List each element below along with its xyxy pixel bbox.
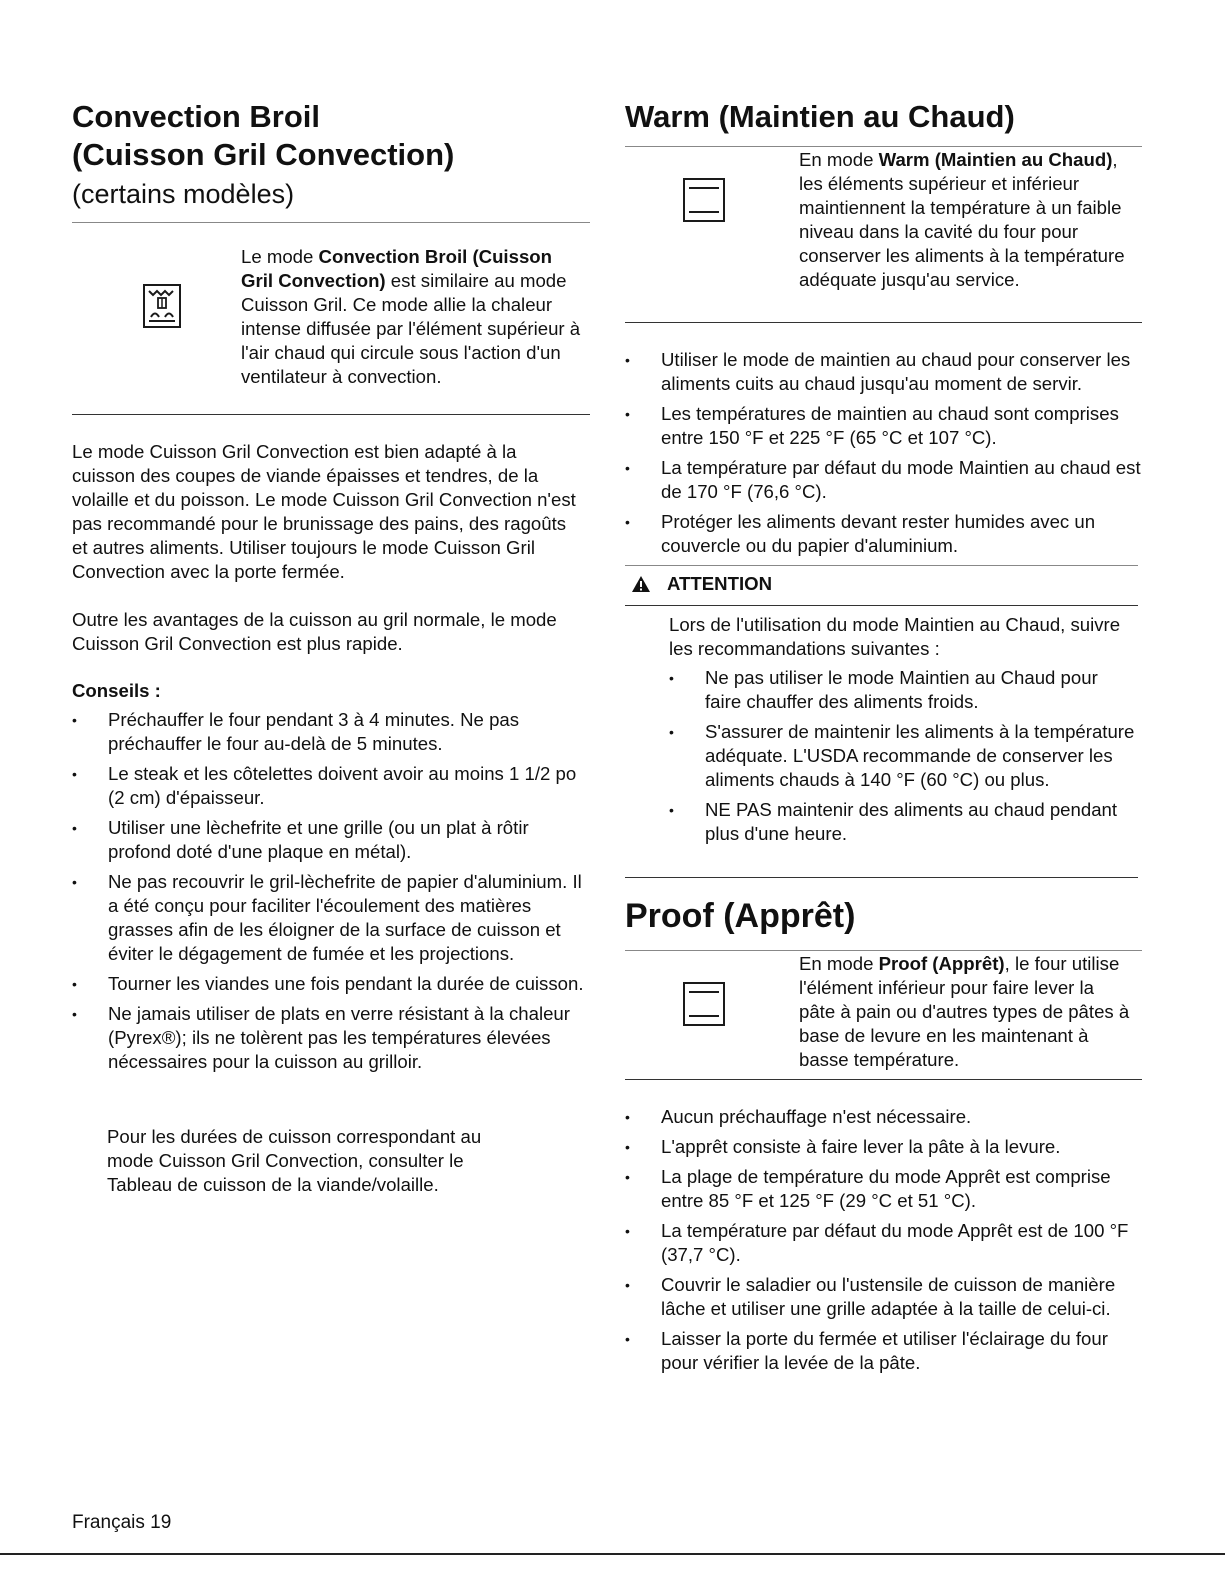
list-item: • Préchauffer le four pendant 3 à 4 minutes. Ne pas préchauffer le four au-delà de 5 minutes. — [72, 709, 520, 754]
warm-mode-icon — [683, 178, 725, 222]
list-item: • Les températures de maintien au chaud sont comprises entre 150 °F et 225 °F (65 °C et 107 °C). — [625, 403, 1119, 448]
list-item: • Couvrir le saladier ou l'ustensile de cuisson de manière lâche et utiliser une grille adaptée à la taille de celui-ci. — [625, 1274, 1116, 1319]
list-item: • Ne pas utiliser le mode Maintien au Chaud pour faire chauffer des aliments froids. — [669, 667, 1098, 712]
warning-triangle-icon — [631, 575, 651, 593]
section-title-proof: Proof (Apprêt) — [625, 897, 856, 935]
section-title-warm: Warm (Maintien au Chaud) — [625, 99, 1015, 134]
list-item: • La température par défaut du mode Apprêt est de 100 °F (37,7 °C). — [625, 1220, 1129, 1265]
proof-mode-icon — [683, 982, 725, 1026]
divider — [625, 1079, 1142, 1080]
divider — [625, 605, 1138, 606]
tips-heading: Conseils : — [72, 680, 161, 701]
divider — [625, 322, 1142, 323]
divider — [625, 877, 1138, 878]
attention-heading — [631, 573, 772, 595]
list-item: • Tourner les viandes une fois pendant la durée de cuisson. — [72, 973, 584, 994]
attention-intro: Lors de l'utilisation du mode Maintien au Chaud, suivre les recommandations suivantes : — [669, 614, 1121, 659]
page-bottom-border — [0, 1553, 1225, 1555]
list-item: • S'assurer de maintenir les aliments à la température adéquate. L'USDA recommande de conserver les aliments chauds à 140 °F (60 °C) ou plus. — [669, 721, 1135, 790]
convection-broil-icon — [143, 284, 181, 328]
paragraph-cooking-times: Pour les durées de cuisson correspondant au mode Cuisson Gril Convection, consulter le Tableau de cuisson de la viande/volaille. — [107, 1126, 482, 1195]
list-item: • L'apprêt consiste à faire lever la pâte à la levure. — [625, 1136, 1061, 1157]
paragraph-advantages: Outre les avantages de la cuisson au gril normale, le mode Cuisson Gril Convection est plus rapide. — [72, 609, 557, 654]
tips-list — [72, 708, 584, 1080]
divider — [625, 565, 1138, 566]
list-item: • Aucun préchauffage n'est nécessaire. — [625, 1106, 972, 1127]
list-item: • Ne jamais utiliser de plats en verre résistant à la chaleur (Pyrex®); ils ne tolèrent pas les températures élevées nécessaires pour la cuisson au grilloir. — [72, 1003, 570, 1072]
divider — [625, 146, 1142, 147]
warm-bullets — [625, 348, 1142, 564]
section-subtitle: (certains modèles) — [72, 179, 295, 209]
attention-label: ATTENTION — [667, 573, 773, 594]
list-item: • La plage de température du mode Apprêt est comprise entre 85 °F et 125 °F (29 °C et 51 °C). — [625, 1166, 1111, 1211]
section-title-convection-broil: Convection Broil — [72, 99, 321, 134]
list-item: • Ne pas recouvrir le gril-lèchefrite de papier d'aluminium. Il a été conçu pour faciliter l'écoulement des matières grasses afin de les éloigner de la surface de cuisson et éviter le dégagement de fumée et les projections. — [72, 871, 582, 964]
page-number: Français 19 — [72, 1512, 172, 1533]
list-item: • La température par défaut du mode Maintien au chaud est de 170 °F (76,6 °C). — [625, 457, 1141, 502]
list-item: • Utiliser une lèchefrite et une grille (ou un plat à rôtir profond doté d'une plaque en métal). — [72, 817, 529, 862]
divider — [72, 414, 590, 415]
list-item: • Laisser la porte du fermée et utiliser l'éclairage du four pour vérifier la levée de la pâte. — [625, 1328, 1108, 1373]
paragraph-suitability: Le mode Cuisson Gril Convection est bien adapté à la cuisson des coupes de viande épaisses et tendres, de la volaille et du poisson. Le mode Cuisson Gril Convection n'est pas recommandé pour le brunissage des pains, des ragoûts et autres aliments. Utiliser toujours le mode Cuisson Gril Convection avec la porte fermée. — [72, 441, 576, 582]
divider — [72, 222, 590, 223]
list-item: • Protéger les aliments devant rester humides avec un couvercle ou du papier d'aluminium. — [625, 511, 1096, 556]
list-item: • NE PAS maintenir des aliments au chaud pendant plus d'une heure. — [669, 799, 1118, 844]
section-title-convection-broil-fr: (Cuisson Gril Convection) — [72, 137, 455, 172]
warm-intro: En mode Warm (Maintien au Chaud), les éléments supérieur et inférieur maintiennent la température à un faible niveau dans la cavité du four pour conserver les aliments à la température adéquate jusqu'au service. — [799, 149, 1125, 290]
list-item: • Utiliser le mode de maintien au chaud pour conserver les aliments cuits au chaud jusqu'au moment de servir. — [625, 349, 1131, 394]
proof-bullets — [625, 1105, 1142, 1381]
attention-bullets — [669, 666, 1139, 852]
convection-broil-intro: Le mode Convection Broil (Cuisson Gril Convection) est similaire au mode Cuisson Gril. Ce mode allie la chaleur intense diffusée par l'élément supérieur à l'air chaud qui circule sous l'action d'un ventilateur à convection. — [241, 246, 581, 387]
divider — [625, 950, 1142, 951]
list-item: • Le steak et les côtelettes doivent avoir au moins 1 1/2 po (2 cm) d'épaisseur. — [72, 763, 577, 808]
proof-intro: En mode Proof (Apprêt), le four utilise l'élément inférieur pour faire lever la pâte à pain ou d'autres types de pâtes à base de levure en les maintenant à basse température. — [799, 953, 1130, 1070]
